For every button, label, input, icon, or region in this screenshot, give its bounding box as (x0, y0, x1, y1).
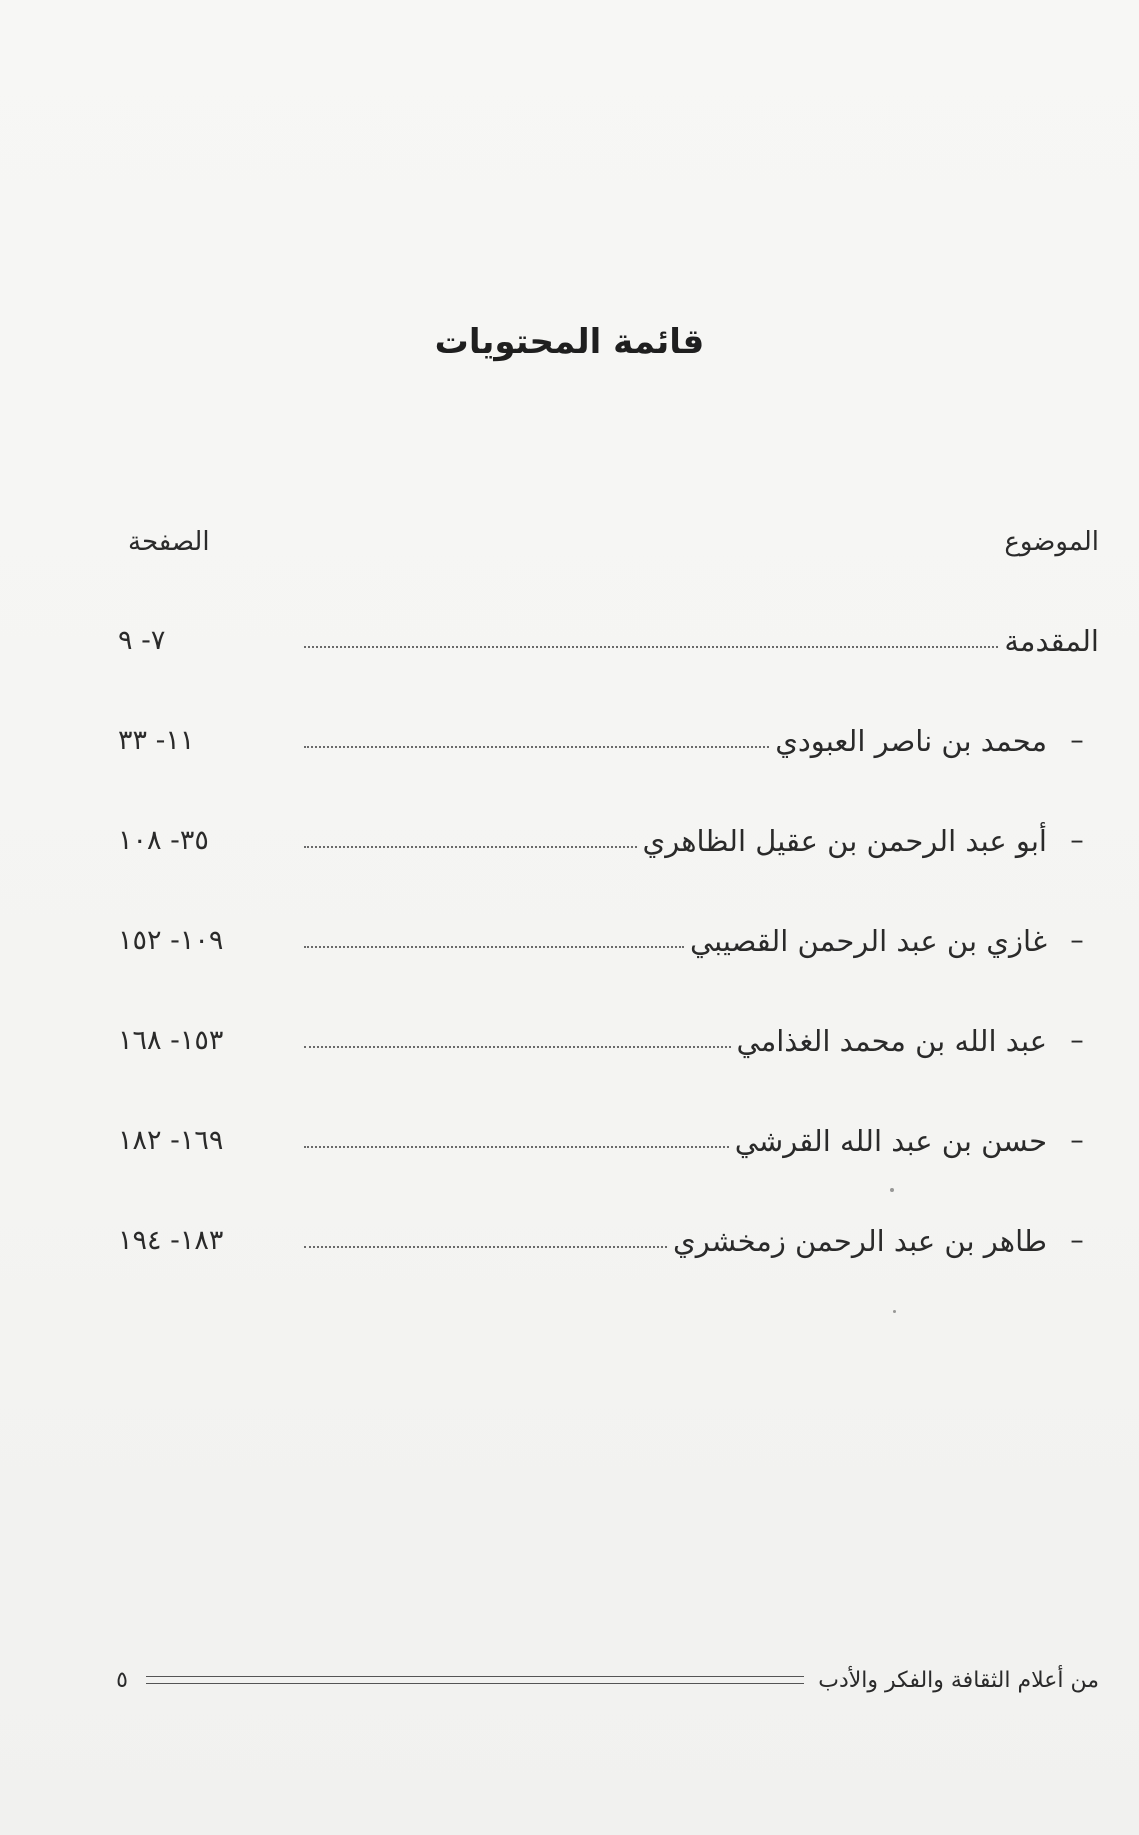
footer-page-number: ٥ (116, 1667, 128, 1693)
footer-double-rule (146, 1676, 804, 1684)
print-speck (893, 1310, 896, 1313)
page-footer (112, 1660, 1099, 1700)
leader-dots (304, 1245, 667, 1248)
toc-entry (118, 912, 1099, 962)
entry-dash: – (1070, 825, 1084, 856)
entry-dash: – (1070, 1125, 1084, 1156)
toc-entry-label: المقدمة (1004, 624, 1099, 658)
page-column-header: الصفحة (128, 527, 210, 557)
print-speck (890, 1188, 894, 1192)
entry-dash: – (1070, 1025, 1084, 1056)
entry-dash: – (1070, 925, 1084, 956)
toc-entry-pages: ١٠٩- ١٥٢ (118, 925, 224, 956)
toc-entry-pages: ١٦٩- ١٨٢ (118, 1125, 224, 1156)
leader-dots (304, 845, 637, 848)
toc-entry (118, 1112, 1099, 1162)
toc-entry (118, 1012, 1099, 1062)
toc-entry-label: عبد الله بن محمد الغذامي (736, 1024, 1047, 1058)
toc-entry (118, 1212, 1099, 1262)
page-title: قائمة المحتويات (434, 322, 705, 362)
leader-dots (304, 1145, 729, 1148)
toc-entry-label: طاهر بن عبد الرحمن زمخشري (673, 1224, 1047, 1258)
leader-dots (304, 645, 998, 648)
leader-dots (304, 1045, 731, 1048)
leader-dots (304, 945, 684, 948)
footer-book-title: من أعلام الثقافة والفكر والأدب (818, 1667, 1099, 1693)
toc-entry (118, 812, 1099, 862)
toc-entry (118, 712, 1099, 762)
entry-dash: – (1070, 725, 1084, 756)
leader-dots (304, 745, 769, 748)
toc-entry-label: حسن بن عبد الله القرشي (734, 1124, 1047, 1158)
entry-dash: – (1070, 1225, 1084, 1256)
toc-entry-label: غازي بن عبد الرحمن القصيبي (689, 924, 1047, 958)
toc-entry-label: محمد بن ناصر العبودي (775, 724, 1047, 758)
toc-entry-pages: ١٨٣- ١٩٤ (118, 1225, 224, 1256)
toc-entry-pages: ١١- ٣٣ (118, 725, 195, 756)
topic-column-header: الموضوع (1004, 527, 1099, 557)
toc-entry-pages: ٧- ٩ (118, 625, 166, 656)
toc-entry-introduction (118, 612, 1099, 662)
toc-entry-pages: ١٥٣- ١٦٨ (118, 1025, 224, 1056)
toc-entry-label: أبو عبد الرحمن بن عقيل الظاهري (642, 824, 1047, 858)
toc-entry-pages: ٣٥- ١٠٨ (118, 825, 209, 856)
